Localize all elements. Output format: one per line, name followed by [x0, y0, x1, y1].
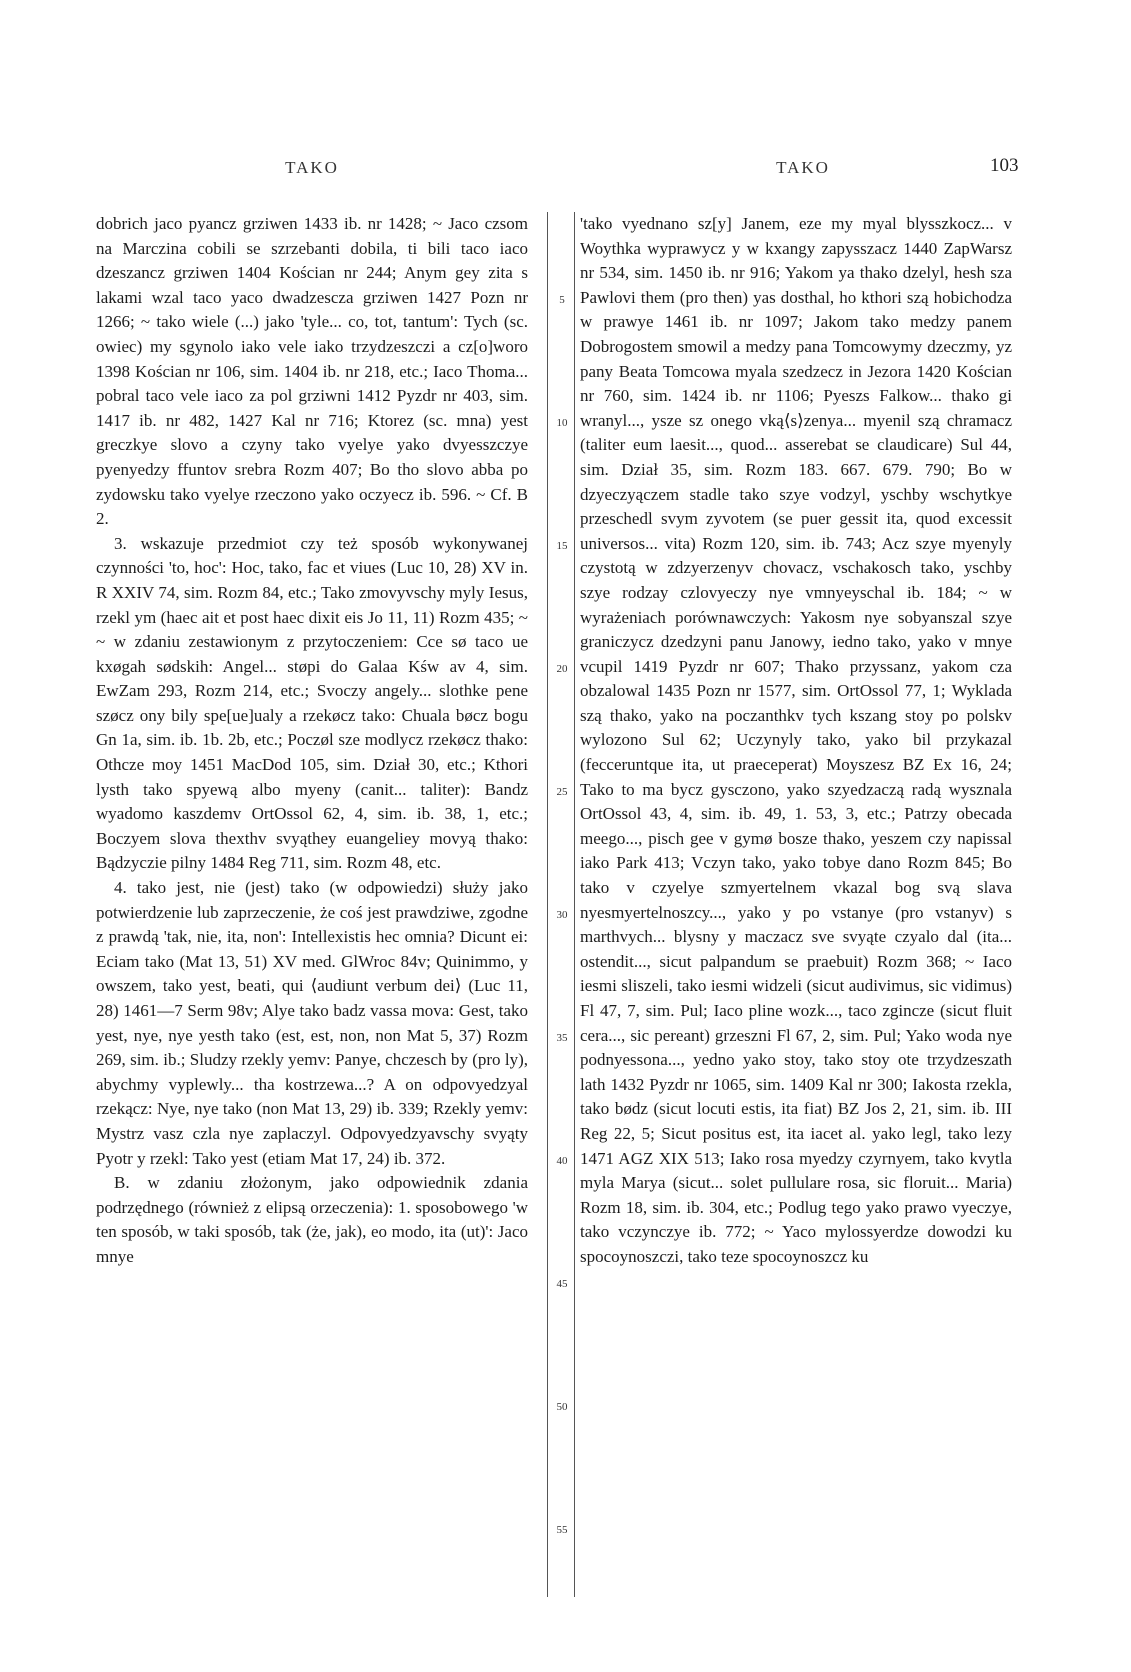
line-number: 45 [556, 1278, 568, 1290]
line-number-gutter [551, 212, 573, 1597]
column-rule-left [547, 212, 548, 1597]
line-number: 15 [556, 540, 568, 552]
running-head-left: TAKO [285, 158, 339, 177]
line-number: 40 [556, 1155, 568, 1167]
line-number: 20 [556, 663, 568, 675]
line-number: 30 [556, 909, 568, 921]
line-number: 55 [556, 1524, 568, 1536]
column-rule-right [574, 212, 575, 1597]
paragraph: 4. tako jest, nie (jest) tako (w odpowiedzi) służy jako potwierdzenie lub zaprzeczenie, że coś jest prawdziwe, zgodne z prawdą 'tak, nie, ita, non': Intellexistis hec omnia? Dicunt ei: Eciam tako (Mat 13, 51) XV med. GlWroc 84v; Quinimmo, y owszem, tako yest, beati, qui ⟨audiunt verbum dei⟩ (Luc 11, 28) 1461—7 Serm 98v; Alye tako badz vassa mova: Gest, tako yest, nye, nye yesth tako (est, est, non, non Mat 5, 37) Rozm 269, sim. ib.; Sludzy rzekly yemv: Panye, chczesch by (pro ly), abychmy vyplewly... tha kostrzewa...? A on odpovyedzyal rzekącz: Nye, nye tako (non Mat 13, 29) ib. 339; Rzekly yemv: Mystrz vasz czla nye zaplaczyl. Odpovyedzyavschy svyąty Pyotr y rzekl: Tako yest (etiam Mat 17, 24) ib. 372. [96, 878, 528, 1168]
paragraph: 'tako vyednano sz[y] Janem, eze my myal blysszkocz... v Woythka wyprawycz y w kxangy zapysszacz 1440 ZapWarsz nr 534, sim. 1450 ib. nr 916; Yakom ya thako dzelyl, hesh sza Pawlovi them (pro then) yas dosthal, ho kthori szą hobichodza w prawye 1461 ib. nr 1097; Jakom tako medzy panem Dobrogostem smowil a medzy pana Tomcowymy dzeczmy, yz pany Beata Tomcowa myala szedzecz in Jezora 1420 Kościan nr 760, sim. 1424 ib. nr 1106; Pyeszs Falkow... thako gi wranyl..., ysze sz onego vką⟨s⟩zenya... myenil szą chramacz (taliter eum laesit..., quod... asserebat se claudicare) Sul 44, sim. Dział 35, sim. Rozm 183. 667. 679. 790; Bo w dzyeczyączem stadle tako szye vodzyl, yschby wschytkye przeschedl svym zyvotem (se puer gessit ita, quod excessit universos... vita) Rozm 120, sim. ib. 743; Acz szye myenyly czystotą w zdzyerzenyv chovacz, vschakosch tako, yschby szye rodzay czlovyeczy nye vmnyeyschal ib. 184; ~ w wyrażeniach porównawczych: Yakosm nye sobyanszal szye graniczycz dzedzyni panu Janowy, iedno tako, yako v mnye vcupil 1419 Pyzdr nr 607; Thako przyssanz, yakom cza obzalowal 1435 Pozn nr 1577, sim. OrtOssol 77, 1; Wyklada szą thako, yako na poczanthkv tych kszang stoy po polskv wylozono Sul 62; Uczynyly tako, yako bil przykazal (fecceruntque ita, ut praeceperat) Moyszesz BZ Ex 16, 24; Tako to ma bycz gysczono, yako szyedzaczą radą wysznala OrtOssol 43, 4, sim. ib. 49, 1. 53, 3, etc.; Patrzy obecada meego..., pisch gee v gymø bosze thako, yeszem czy napissal iako Park 413; Vczyn tako, yako tobye dano Rozm 845; Bo tako v czyelye szmyertelnem vkazal bog svą slava nyesmyertelnoszcy..., yako y po vstanye (pro vstanyv) s marthvych... blysny y maczacz sve svyąte czyalo dal (ita... ostendit..., sicut palpandum se praebuit) Rozm 368; ~ Iaco iesmi sliszeli, tako iesmi widzeli (sicut audivimus, sic vidimus) Fl 47, 7, sim. Pul; Iaco pline wozk..., taco zgincze (sicut fluit cera..., sic pereant) grzeszni Fl 67, 2, sim. Pul; Yako woda nye podnyessona..., yedno yako stoy, tako stoy ote trzydzeszath lath 1432 Pyzdr nr 1065, sim. 1409 Kal nr 300; Iakosta rzekla, tako bødz (sicut locuti estis, ita fiat) BZ Jos 2, 21, sim. ib. III Reg 22, 5; Sicut positus est, ita iacet al. yako legl, tako lezy 1471 AGZ XIX 513; Iako rosa myedzy czyrnyem, tako kvytla myla Marya (sicut... solet pullulare rosa, sic floruit... Maria) Rozm 18, sim. ib. 304, etc.; Podlug tego yako prawo vyeczye, tako vczynczye ib. 772; ~ Yaco mylossyerdze dowodzi ku spocoynoszczi, tako teze spocoynoszcz ku [580, 214, 1012, 1266]
paragraph: 3. wskazuje przedmiot czy też sposób wykonywanej czynności 'to, hoc': Hoc, tako, fac et viues (Luc 10, 28) XV in. R XXIV 74, sim. Rozm 84, etc.; Tako zmovyvschy myly Iesus, rzekl ym (haec ait et post haec dixit eis Jo 11, 11) Rozm 435; ~ ~ w zdaniu zestawionym z przytoczeniem: Cce sø taco ue kxøgah sødskih: Angel... støpi do Galaa Kśw av 4, sim. EwZam 293, Rozm 214, etc.; Svoczy angely... slothke pene szøcz ony bily spe[ue]ualy a rzekøcz tako: Chuala bøcz bogu Gn 1a, sim. ib. 1b. 2b, etc.; Poczøl sze modlycz rzekøcz thako: Othcze moy 1451 MacDod 105, sim. Dział 30, etc.; Kthori lysth tako spyewą albo myeny (canit... taliter): Bandz wyadomo kaszdemv OrtOssol 62, 4, sim. ib. 38, 1, etc.; Boczyem slova thexthv svyąthey euangeliey movyą thako: Bądzyczie pilny 1484 Reg 711, sim. Rozm 48, etc. [96, 533, 528, 873]
paragraph: dobrich jaco pyancz grziwen 1433 ib. nr 1428; ~ Jaco czsom na Marczina cobili se szrzebanti dobila, ti bili taco iaco dzeszancz grziwen 1404 Kościan nr 244; Anym gey zita s lakami wzal taco yaco dwadzescza grziwen 1427 Pozn nr 1266; ~ tako wiele (...) jako 'tyle... co, tot, tantum': Tych (sc. owiec) my sgynolo iako vele iako trzydzeszczi a cz[o]woro 1398 Kościan nr 106, sim. 1404 ib. nr 218, etc.; Iaco Thoma... pobral taco vele iaco za pol grziwni 1412 Pyzdr nr 403, sim. 1417 ib. nr 482, 1427 Kal nr 716; Ktorez (sc. mna) yest greczkye slovo a czyny tako vyelye yako dvyesszczye pyenyedzy ffuntov srebra Rozm 407; Bo tho slovo abba po zydowsku tako vyelye rzeczono yako oczyecz ib. 596. ~ Cf. B 2. [96, 214, 528, 529]
running-head-right: TAKO [776, 158, 830, 177]
line-number: 50 [556, 1401, 568, 1413]
line-number: 35 [556, 1032, 568, 1044]
paragraph: B. w zdaniu złożonym, jako odpowiednik zdania podrzędnego (również z elipsą orzeczenia): 1. sposobowego 'w ten sposób, w taki sposób, tak (że, jak), eo modo, ita (ut)': Jaco mnye [96, 1173, 528, 1266]
line-number: 10 [556, 417, 568, 429]
left-column [96, 212, 528, 1597]
page-number: 103 [990, 155, 1019, 176]
line-number: 25 [556, 786, 568, 798]
right-column [580, 212, 1012, 1597]
line-number: 5 [559, 294, 565, 306]
